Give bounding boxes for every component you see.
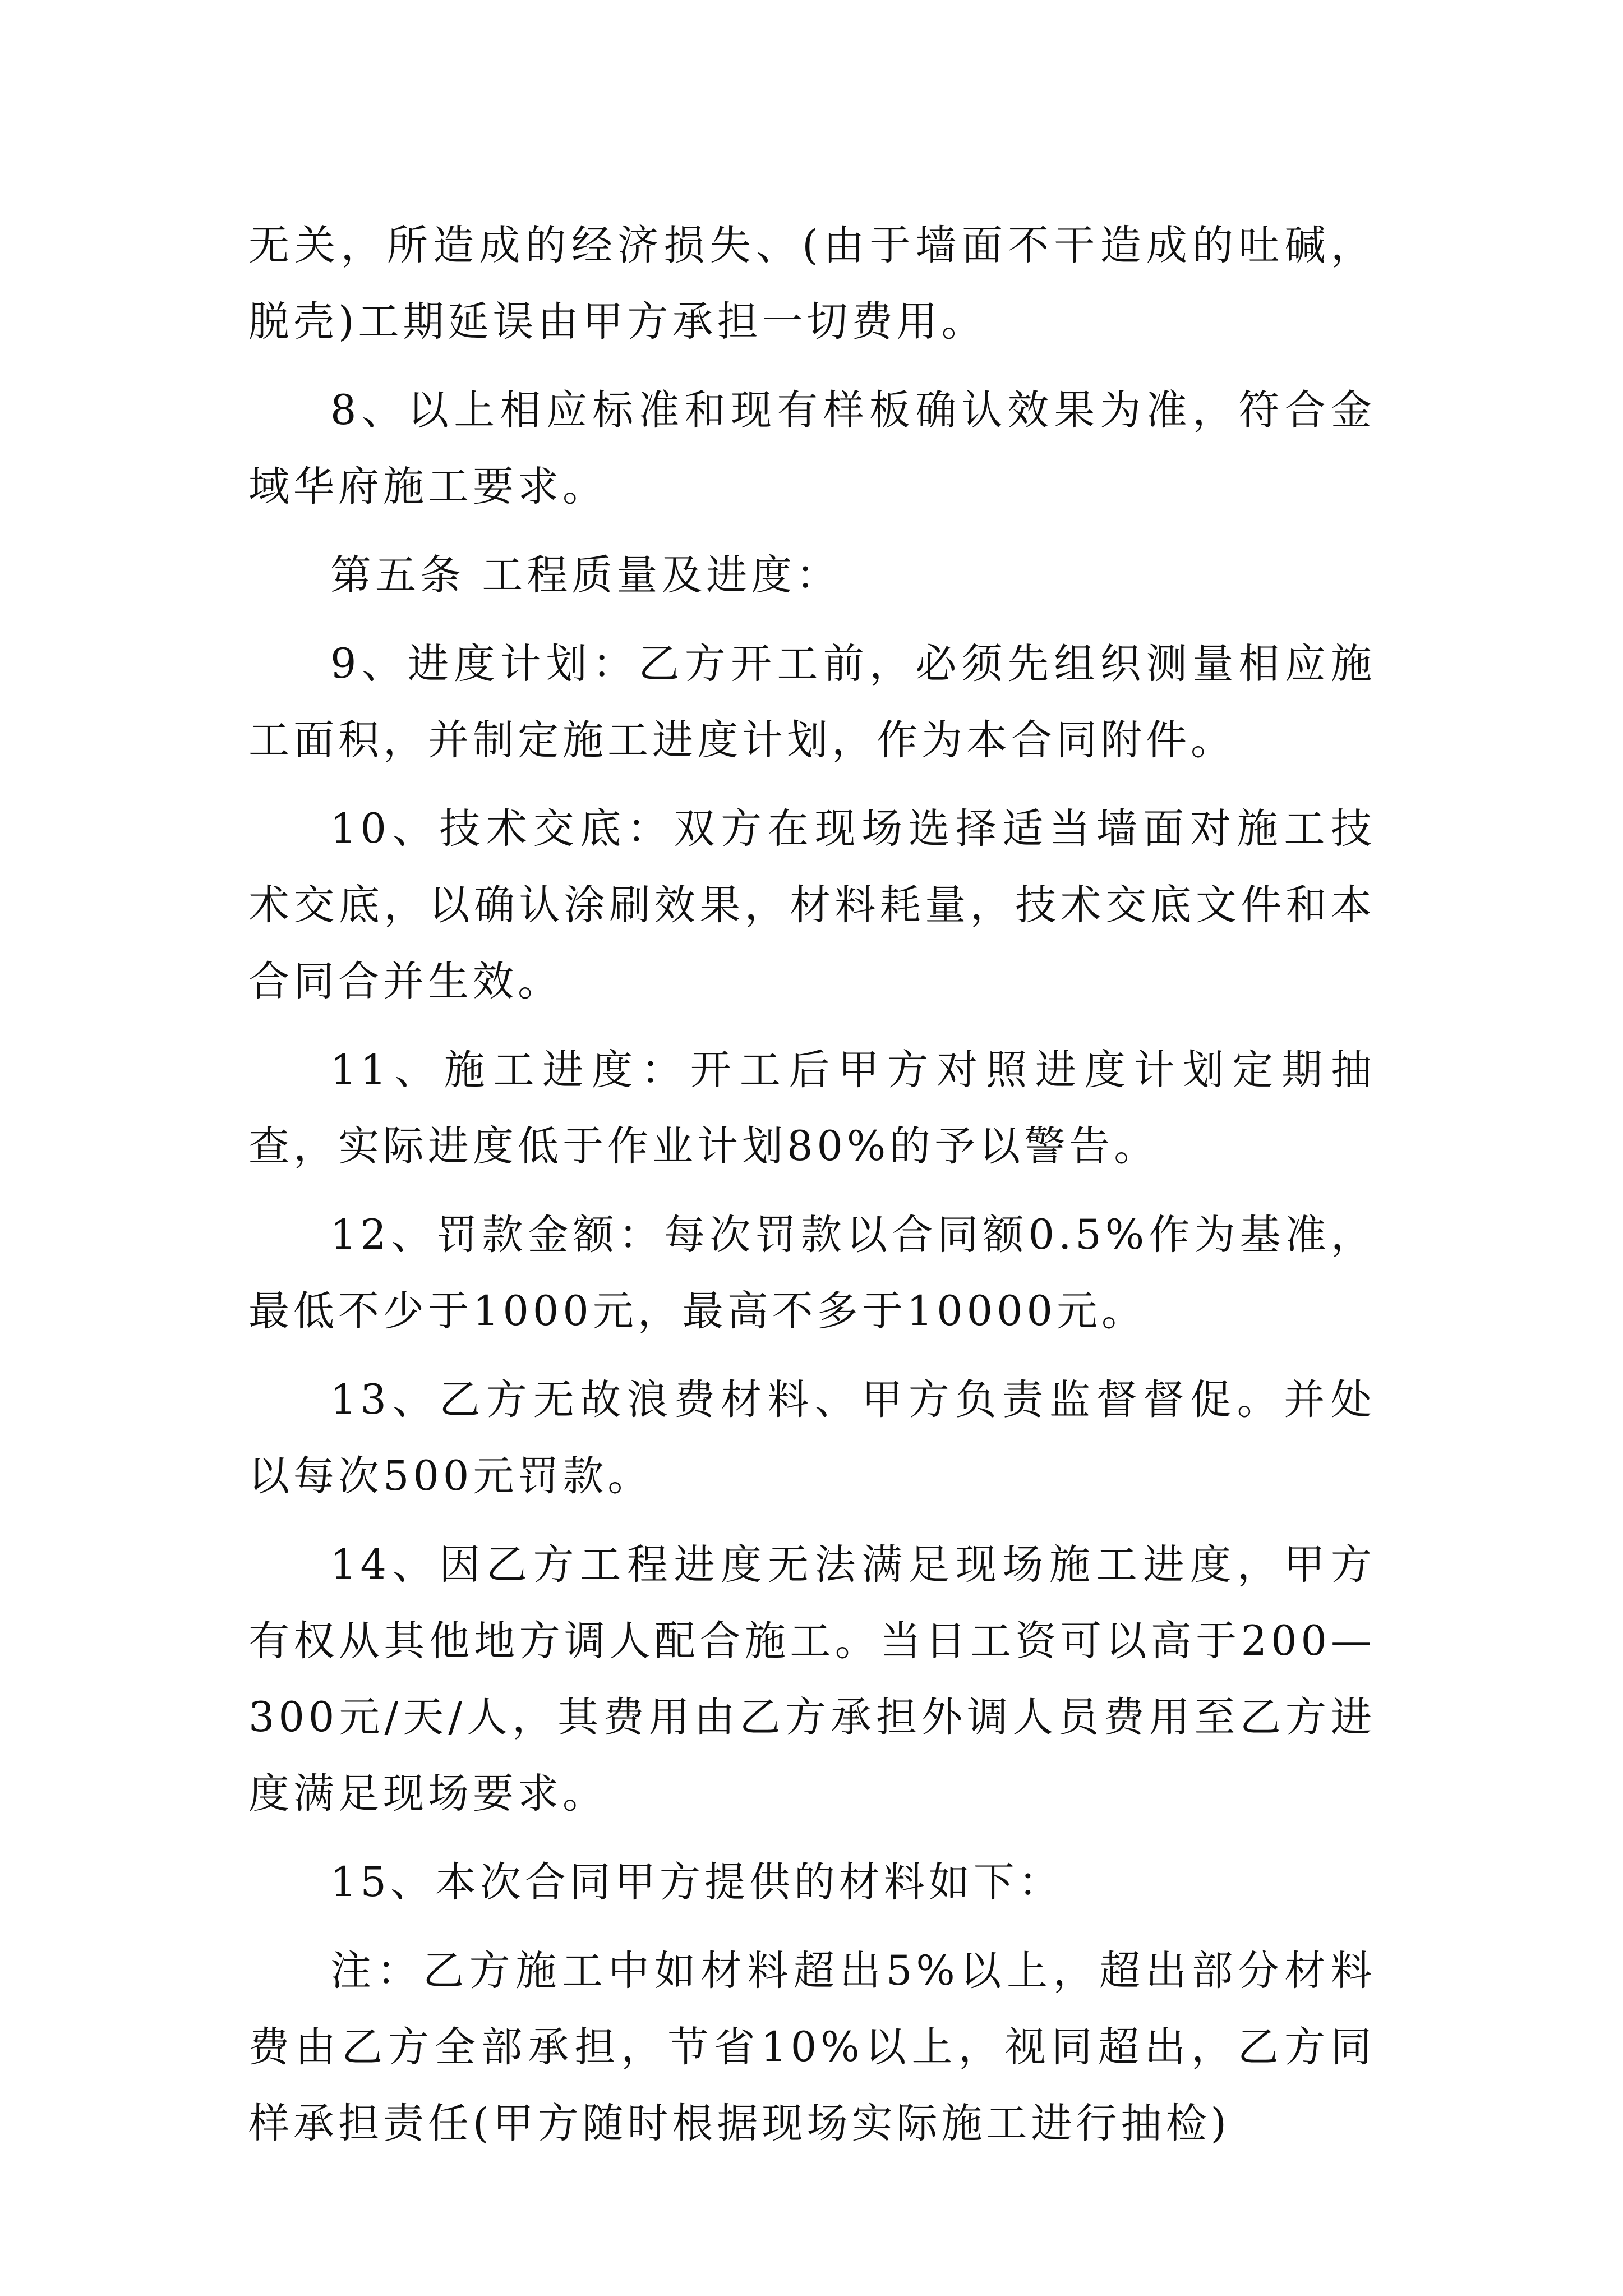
paragraph-item-8: 8、以上相应标准和现有样板确认效果为准，符合金域华府施工要求。 [248, 386, 1376, 510]
section-heading-article-5: 第五条 工程质量及进度： [330, 551, 841, 599]
paragraph-item-11: 11、施工进度：开工后甲方对照进度计划定期抽查，实际进度低于作业计划80%的予以警告。 [248, 1046, 1376, 1170]
paragraph-item-13: 13、乙方无故浪费材料、甲方负责监督督促。并处以每次500元罚款。 [248, 1376, 1376, 1500]
paragraph-item-15: 15、本次合同甲方提供的材料如下： [330, 1858, 1063, 1906]
paragraph-continuation: 无关，所造成的经济损失、(由于墙面不干造成的吐碱，脱壳)工期延误由甲方承担一切费用。 [248, 222, 1376, 346]
document-body [248, 208, 1376, 2174]
paragraph-item-12: 12、罚款金额：每次罚款以合同额0.5%作为基准，最低不少于1000元，最高不多于10000元。 [248, 1211, 1376, 1335]
paragraph-item-14: 14、因乙方工程进度无法满足现场施工进度，甲方有权从其他地方调人配合施工。当日工资可以高于200—300元/天/人，其费用由乙方承担外调人员费用至乙方进度满足现场要求。 [248, 1541, 1376, 1818]
paragraph-note: 注：乙方施工中如材料超出5%以上，超出部分材料费由乙方全部承担，节省10%以上，视同超出，乙方同样承担责任(甲方随时根据现场实际施工进行抽检) [248, 1947, 1376, 2147]
paragraph-item-9: 9、进度计划：乙方开工前，必须先组织测量相应施工面积，并制定施工进度计划，作为本合同附件。 [248, 640, 1376, 764]
paragraph-item-10: 10、技术交底：双方在现场选择适当墙面对施工技术交底，以确认涂刷效果，材料耗量，技术交底文件和本合同合并生效。 [248, 805, 1376, 1005]
